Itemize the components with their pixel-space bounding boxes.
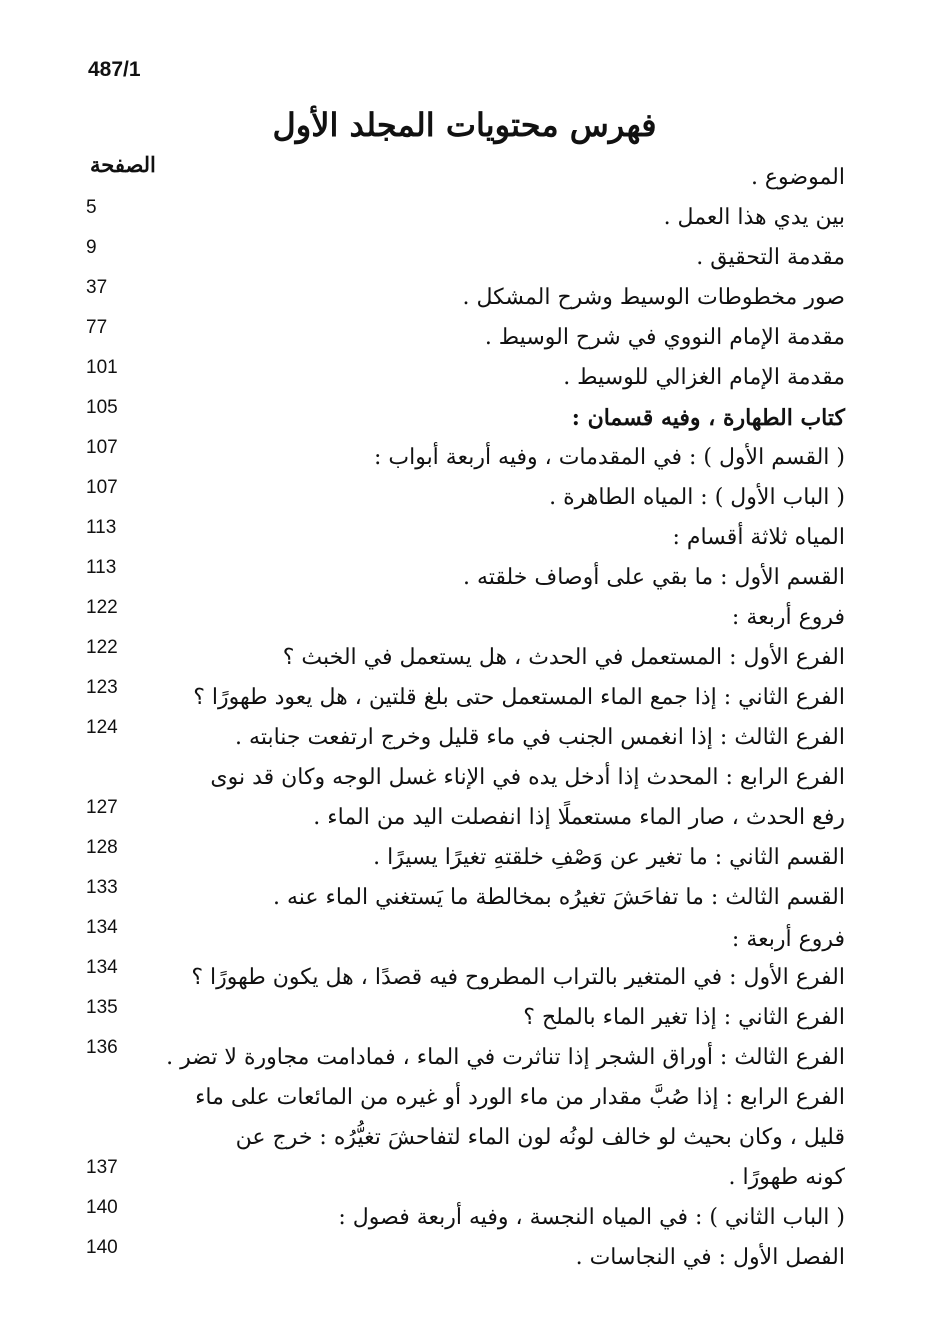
- toc-entry: القسم الأول : ما بقي على أوصاف خلقته .: [462, 565, 845, 590]
- toc-entry: كونه طهورًا .: [728, 1165, 845, 1190]
- column-header-page: الصفحة: [90, 152, 156, 177]
- toc-page-number: 134: [86, 957, 118, 978]
- toc-page-number: 107: [86, 437, 118, 458]
- toc-page-number: 140: [86, 1197, 118, 1218]
- toc-page-number: 5: [86, 197, 97, 218]
- toc-entry: الفرع الثاني : إذا جمع الماء المستعمل حتى بلغ قلتين ، هل يعود طهورًا ؟: [193, 685, 845, 710]
- toc-entry: صور مخطوطات الوسيط وشرح المشكل .: [462, 285, 845, 310]
- toc-entry: ( القسم الأول ) : في المقدمات ، وفيه أربعة أبواب :: [373, 445, 845, 470]
- toc-page-number: 113: [86, 517, 117, 538]
- toc-entry: رفع الحدث ، صار الماء مستعملًا إذا انفصلت اليد من الماء .: [313, 805, 845, 830]
- toc-page-number: 77: [86, 317, 108, 338]
- toc-page-number: 133: [86, 877, 118, 898]
- toc-entry: القسم الثالث : ما تفاحَشَ تغيرُه بمخالطة ما يَستغني الماء عنه .: [272, 885, 845, 910]
- toc-page-number: 136: [86, 1037, 118, 1058]
- toc-entry: الفصل الأول : في النجاسات .: [575, 1245, 845, 1270]
- toc-page-number: 122: [86, 637, 118, 658]
- toc-page-number: 128: [86, 837, 118, 858]
- page-number: 487/1: [88, 58, 141, 81]
- toc-entry: الفرع الرابع : إذا صُبَّ مقدار من ماء الورد أو غيره من المائعات على ماء: [195, 1085, 845, 1110]
- toc-page-number: 113: [86, 557, 117, 578]
- toc-page-number: 107: [86, 477, 118, 498]
- toc-entry: الفرع الرابع : المحدث إذا أدخل يده في الإناء غسل الوجه وكان قد نوى: [210, 765, 845, 790]
- toc-page-number: 123: [86, 677, 118, 698]
- toc-entry: الفرع الثالث : إذا انغمس الجنب في ماء قليل وخرج ارتفعت جنابته .: [235, 725, 845, 750]
- toc-page-number: 134: [86, 917, 118, 938]
- toc-entry: قليل ، وكان بحيث لو خالف لونُه لون الماء لتفاحشَ تغيُّرُه : خرج عن: [235, 1125, 845, 1150]
- toc-entry: فروع أربعة :: [731, 605, 845, 630]
- toc-page-number: 9: [86, 237, 97, 258]
- toc-entry: الفرع الثاني : إذا تغير الماء بالملح ؟: [523, 1005, 845, 1030]
- toc-page-number: 37: [86, 277, 108, 298]
- toc-page-number: 127: [86, 797, 118, 818]
- toc-page-number: 105: [86, 397, 118, 418]
- toc-page-number: 124: [86, 717, 118, 738]
- toc-entry: مقدمة التحقيق .: [696, 245, 845, 270]
- toc-entry: الموضوع .: [750, 165, 845, 190]
- toc-entry: المياه ثلاثة أقسام :: [672, 525, 845, 550]
- toc-entry: ( الباب الثاني ) : في المياه النجسة ، وفيه أربعة فصول :: [338, 1205, 845, 1230]
- toc-entry: فروع أربعة :: [731, 927, 845, 952]
- toc-entry: الفرع الثالث : أوراق الشجر إذا تناثرت في الماء ، فمادامت مجاورة لا تضر .: [166, 1045, 845, 1070]
- toc-entry: مقدمة الإمام الغزالي للوسيط .: [563, 365, 845, 390]
- toc-entry: مقدمة الإمام النووي في شرح الوسيط .: [484, 325, 845, 350]
- toc-entry: ( الباب الأول ) : المياه الطاهرة .: [549, 485, 845, 510]
- toc-page-number: 135: [86, 997, 118, 1018]
- toc-entry: القسم الثاني : ما تغير عن وَصْفِ خلقتهِ تغيرًا يسيرًا .: [373, 845, 845, 870]
- toc-page-number: 137: [86, 1157, 118, 1178]
- page-title: فهرس محتويات المجلد الأول: [272, 106, 657, 144]
- toc-page-number: 101: [86, 357, 118, 378]
- toc-entry: كتاب الطهارة ، وفيه قسمان :: [571, 405, 845, 431]
- toc-page-number: 122: [86, 597, 118, 618]
- toc-entry: الفرع الأول : المستعمل في الحدث ، هل يستعمل في الخبث ؟: [282, 645, 845, 670]
- toc-page-number: 140: [86, 1237, 118, 1258]
- toc-entry: الفرع الأول : في المتغير بالتراب المطروح فيه قصدًا ، هل يكون طهورًا ؟: [191, 965, 845, 990]
- toc-entry: بين يدي هذا العمل .: [663, 205, 845, 230]
